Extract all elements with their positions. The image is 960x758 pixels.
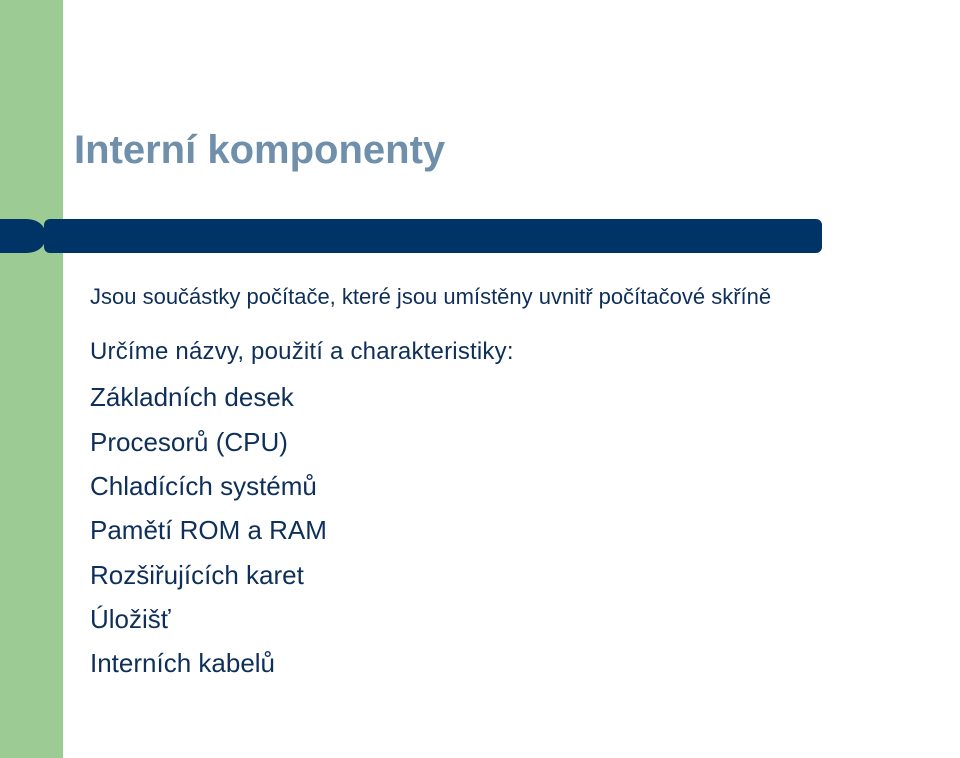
list-item: Procesorů (CPU): [90, 427, 288, 457]
list-item: Chladících systémů: [90, 471, 317, 501]
list-item: Interních kabelů: [90, 648, 276, 678]
list-item: Základních desek: [90, 382, 294, 412]
divider-left-cap: [0, 219, 46, 253]
intro-text: Jsou součástky počítače, které jsou umístěny uvnitř počítačové skříně: [90, 284, 772, 309]
list-item: Rozšiřujících karet: [90, 560, 304, 590]
title-divider-bar: [0, 216, 830, 256]
list-item: Úložišť: [90, 604, 171, 634]
divider-long-bar: [44, 219, 822, 253]
slide-title: Interní komponenty: [74, 128, 446, 172]
list-item: Pamětí ROM a RAM: [90, 515, 327, 545]
lead-text: Určíme názvy, použití a charakteristiky:: [90, 338, 514, 365]
left-accent-band: [0, 0, 63, 758]
